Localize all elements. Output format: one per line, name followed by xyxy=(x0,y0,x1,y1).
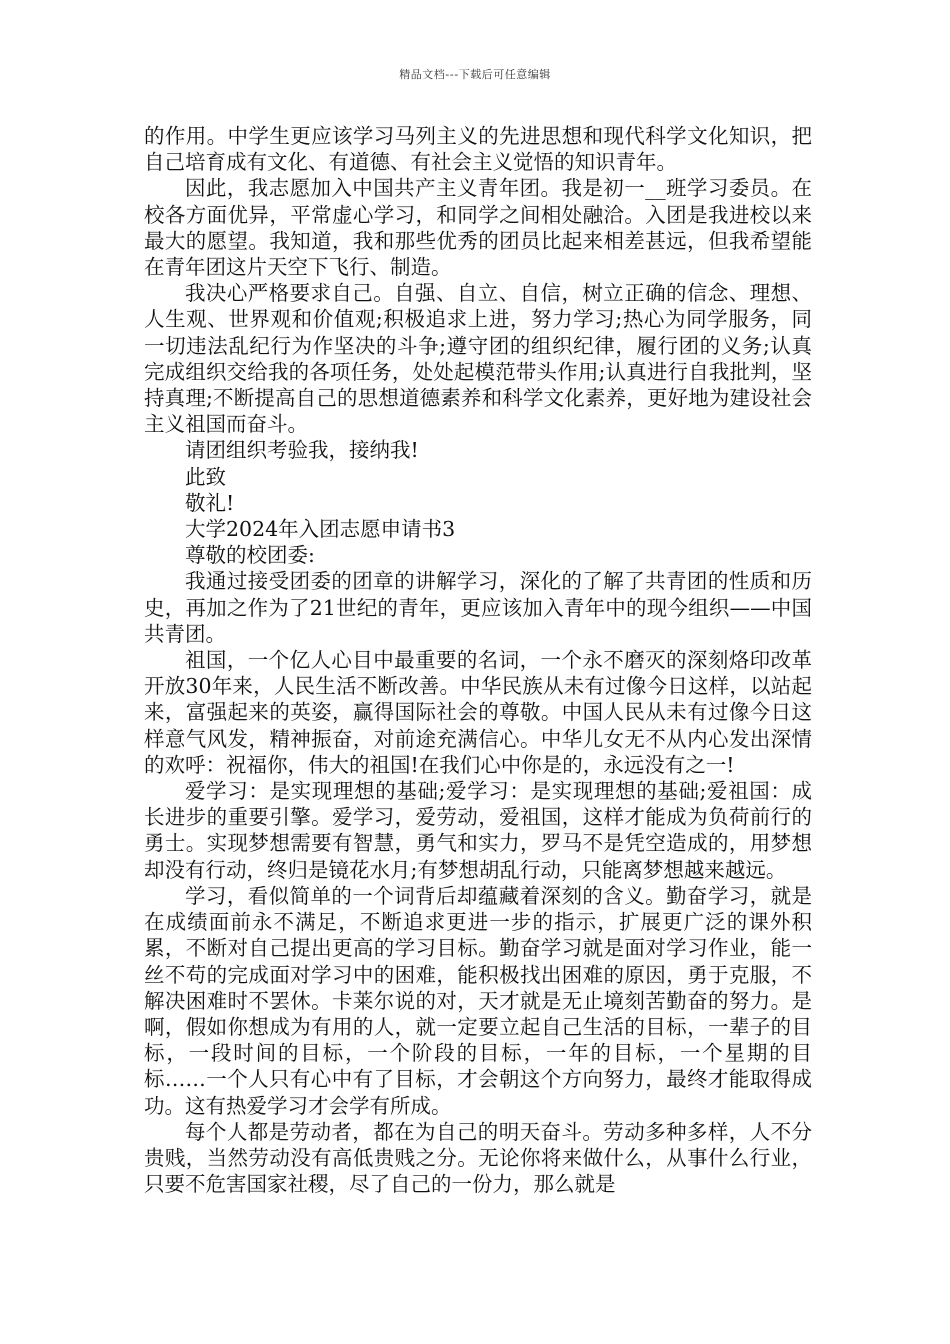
paragraph-request: 请团组织考验我，接纳我! xyxy=(185,438,419,463)
closing-salutation: 此致 xyxy=(185,464,226,489)
paragraph: 因此，我志愿加入中国共产主义青年团。我是初一__班学习委员。在校各方面优异，平常虚心学习，和同学之间相处融洽。入团是我进校以来最大的愿望。我知道，我和那些优秀的团员比起来相差甚远，但我希望能在青年团这片天空下飞行、制造。 xyxy=(144,176,812,280)
document-body xyxy=(144,123,812,1197)
letter-greeting: 尊敬的校团委: xyxy=(185,543,315,568)
section-title: 大学2024年入团志愿申请书3 xyxy=(185,517,456,542)
paragraph-continuation: 的作用。中学生更应该学习马列主义的先进思想和现代科学文化知识，把自己培育成有文化、有道德、有社会主义觉悟的知识青年。 xyxy=(144,124,812,175)
page-header: 精品文档---下载后可任意编辑 xyxy=(399,68,551,81)
paragraph: 学习，看似简单的一个词背后却蕴藏着深刻的含义。勤奋学习，就是在成绩面前永不满足，不断追求更进一步的指示，扩展更广泛的课外积累，不断对自己提出更高的学习目标。勤奋学习就是面对学习作业，能一丝不苟的完成面对学习中的困难，能积极找出困难的原因，勇于克服，不解决困难时不罢休。卡莱尔说的对，天才就是无止境刻苦勤奋的努力。是啊，假如你想成为有用的人，就一定要立起自己生活的目标，一辈子的目标，一段时间的目标，一个阶段的目标，一年的目标，一个星期的目标……一个人只有心中有了目标，才会朝这个方向努力，最终才能取得成功。这有热爱学习才会学有所成。 xyxy=(144,883,812,1118)
paragraph: 我通过接受团委的团章的讲解学习，深化的了解了共青团的性质和历史，再加之作为了21世纪的青年，更应该加入青年中的现今组织——中国共青团。 xyxy=(144,569,812,646)
closing-regards: 敬礼! xyxy=(185,490,235,515)
paragraph: 每个人都是劳动者，都在为自己的明天奋斗。劳动多种多样，人不分贵贱，当然劳动没有高低贵贱之分。无论你将来做什么，从事什么行业，只要不危害国家社稷，尽了自己的一份力，那么就是 xyxy=(144,1119,812,1197)
paragraph: 爱学习：是实现理想的基础;爱学习：是实现理想的基础;爱祖国：成长进步的重要引擎。爱学习，爱劳动，爱祖国，这样才能成为负荷前行的勇士。实现梦想需要有智慧，勇气和实力，罗马不是凭空造成的，用梦想却没有行动，终归是镜花水月;有梦想胡乱行动，只能离梦想越来越远。 xyxy=(144,779,812,882)
paragraph: 祖国，一个亿人心目中最重要的名词，一个永不磨灭的深刻烙印改革开放30年来，人民生活不断改善。中华民族从未有过像今日这样，以站起来，富强起来的英姿，赢得国际社会的尊敬。中国人民从未有过像今日这样意气风发，精神振奋，对前途充满信心。中华儿女无不从内心发出深情的欢呼：祝福你，伟大的祖国!在我们心中你是的，永远没有之一! xyxy=(144,648,812,777)
paragraph: 我决心严格要求自己。自强、自立、自信，树立正确的信念、理想、人生观、世界观和价值观;积极追求上进，努力学习;热心为同学服务，同一切违法乱纪行为作坚决的斗争;遵守团的组织纪律，履行团的义务;认真完成组织交给我的各项任务，处处起模范带头作用;认真进行自我批判，坚持真理;不断提高自己的思想道德素养和科学文化素养，更好地为建设社会主义祖国而奋斗。 xyxy=(144,281,812,437)
